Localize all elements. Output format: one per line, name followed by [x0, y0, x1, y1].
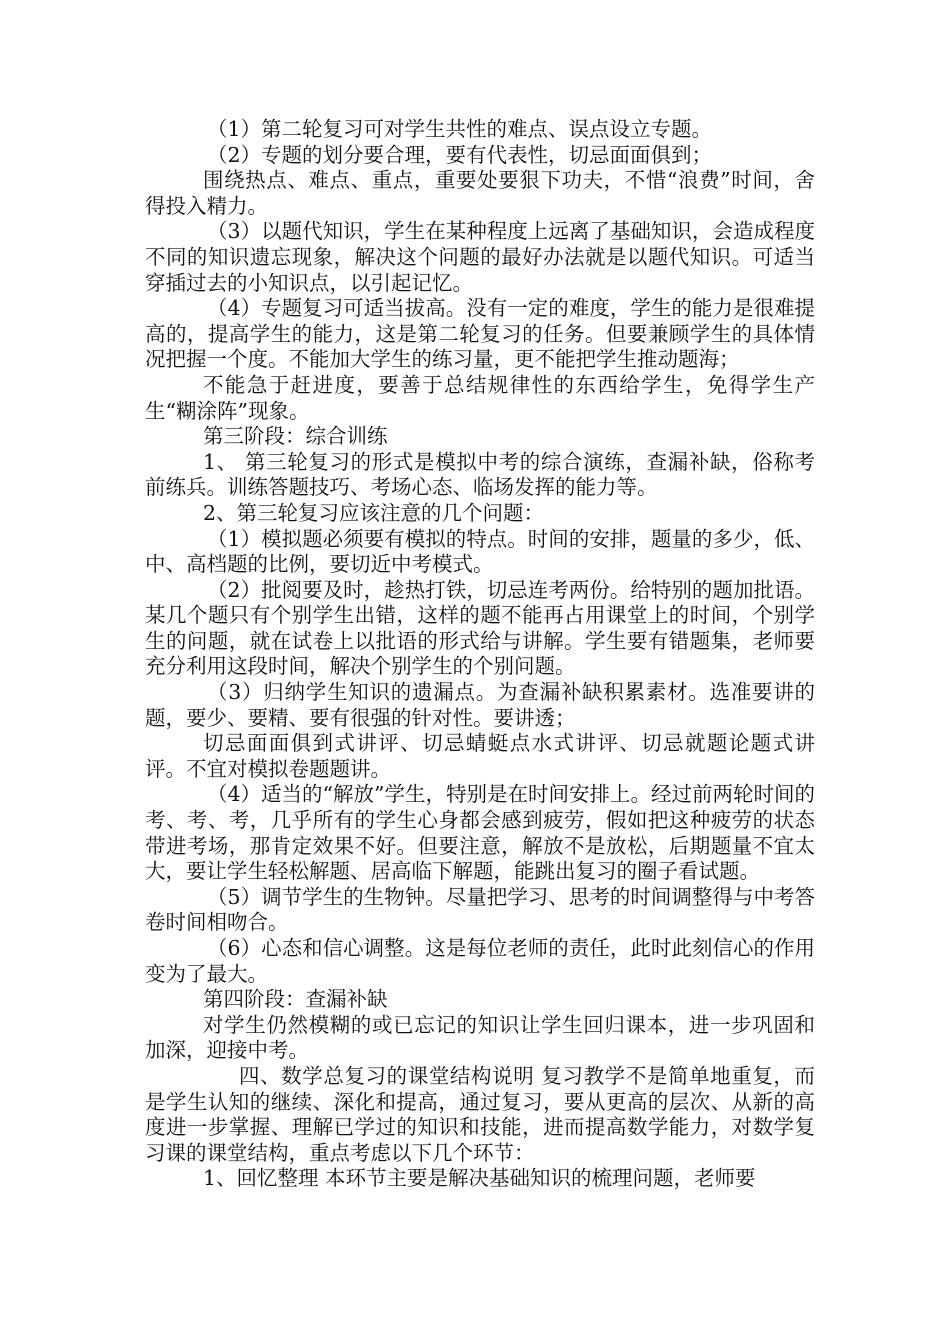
paragraph: 围绕热点、难点、重点，重要处要狠下功夫，不惜“浪费”时间，舍得投入精力。	[145, 168, 815, 218]
paragraph: （2）专题的划分要合理，要有代表性，切忌面面俱到；	[207, 142, 713, 167]
paragraph: （3）归纳学生知识的遗漏点。为查漏补缺积累素材。选准要讲的题，要少、要精、要有很强的针对性。要讲透；	[145, 680, 815, 730]
section-heading: 第四阶段：查漏补缺	[203, 987, 388, 1012]
document-body	[145, 117, 815, 1192]
paragraph: 1、 第三轮复习的形式是模拟中考的综合演练，查漏补缺，俗称考前练兵。训练答题技巧、考场心态、临场发挥的能力等。	[145, 449, 815, 500]
paragraph: 对学生仍然模糊的或已忘记的知识让学生回归课本，进一步巩固和加深，迎接中考。	[145, 1012, 815, 1063]
paragraph: （1）模拟题必须要有模拟的特点。时间的安排，题量的多少，低、中、高档题的比例，要切近中考模式。	[145, 526, 815, 577]
paragraph: 2、第三轮复习应该注意的几个问题：	[203, 500, 545, 525]
paragraph: （1）第二轮复习可对学生共性的难点、误点设立专题。	[207, 117, 713, 141]
paragraph: （2）批阅要及时，趁热打铁，切忌连考两份。给特别的题加批语。某几个题只有个别学生出错，这样的题不能再占用课堂上的时间，个别学生的问题，就在试卷上以批语的形式给与讲解。学生要有错题集，老师要充分利用这段时间，解决个别学生的个别问题。	[145, 577, 815, 679]
paragraph: （5）调节学生的生物钟。尽量把学习、思考的时间调整得与中考答卷时间相吻合。	[145, 884, 815, 935]
paragraph: （4）专题复习可适当拔高。没有一定的难度，学生的能力是很难提高的，提高学生的能力，这是第二轮复习的任务。但要兼顾学生的具体情况把握一个度。不能加大学生的练习量，更不能把学生推动题海；	[145, 296, 815, 372]
paragraph: （6）心态和信心调整。这是每位老师的责任，此时此刻信心的作用变为了最大。	[145, 936, 815, 986]
paragraph: 1、回忆整理 本环节主要是解决基础知识的梳理问题，老师要	[203, 1166, 756, 1191]
paragraph: 不能急于赶进度，要善于总结规律性的东西给学生，免得学生产生“糊涂阵”现象。	[145, 372, 815, 423]
paragraph: 切忌面面俱到式讲评、切忌蜻蜓点水式讲评、切忌就题论题式讲评。不宜对模拟卷题题讲。	[145, 731, 815, 781]
section-heading: 第三阶段：综合训练	[203, 424, 388, 449]
paragraph: （4）适当的“解放”学生，特别是在时间安排上。经过前两轮时间的考、考、考，几乎所有的学生心身都会感到疲劳，假如把这种疲劳的状态带进考场，那肯定效果不好。但要注意，解放不是放松，后期题量不宜太大，要让学生轻松解题、居高临下解题，能跳出复习的圈子看试题。	[145, 782, 816, 884]
paragraph: 四、数学总复习的课堂结构说明 复习教学不是简单地重复，而是学生认知的继续、深化和提高，通过复习，要从更高的层次、从新的高度进一步掌握、理解已学过的知识和技能，进而提高数学能力，对数学复习课的课堂结构，重点考虑以下几个环节：	[145, 1063, 815, 1165]
paragraph: （3）以题代知识，学生在某种程度上远离了基础知识，会造成程度不同的知识遗忘现象，解决这个问题的最好办法就是以题代知识。可适当穿插过去的小知识点，以引起记忆。	[145, 219, 815, 295]
